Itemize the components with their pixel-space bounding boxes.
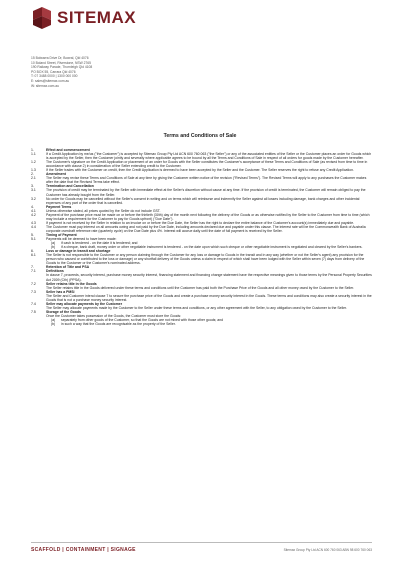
clause bbox=[31, 213, 372, 221]
clause-text: The Customer must pay interest on all amounts owing and not paid by the Due Date, including amounts declared due and payable under this clause. The interest rate will be the Commonwealth Bank of Australia corporate overdraft reference rate (quarterly cycle) on the Due Date plus 4%. Interest will accrue daily until the date of full payment is received by the Seller. bbox=[46, 224, 366, 233]
clause-text: Seller has a PMSI bbox=[46, 289, 75, 294]
clause-text: Unless otherwise stated, all prices quoted by the Seller do not include GST. bbox=[46, 208, 161, 213]
clause-text: Amendment bbox=[46, 172, 66, 177]
clause-text: The Seller is not responsible to the Customer or any person claiming through the Customer for any loss or damage to Goods in the transit and in any way (whether or not the Seller's agent) any provision for the person who caused or contributed to the loss or damage) or any shortfall delivery of the Goods unless a claim in respect of which shall have been lodged with the Seller within seven (7) days from delivery of the Goods to the Customer or the Customer's nominated address. bbox=[46, 253, 365, 266]
clause bbox=[31, 273, 372, 281]
clause bbox=[31, 152, 372, 160]
sub-clause bbox=[46, 322, 372, 326]
clause-text: Timing of Payment bbox=[46, 232, 77, 237]
footer-services: SCAFFOLD | CONTAINMENT | SIGNAGE bbox=[31, 547, 136, 553]
clause-number: 4. bbox=[31, 204, 34, 209]
clause-text: The Seller retains title in the Goods delivered under these terms and conditions until the Customer has paid both the Purchase Price of the Goods and all other money owed by the Customer to the Seller. bbox=[46, 285, 355, 290]
clause bbox=[31, 294, 372, 302]
address-line: T: 07 3488 0000 | 1300 000 000 bbox=[31, 74, 78, 79]
clause-number: 3.2 bbox=[31, 196, 36, 201]
sitemax-logo-icon bbox=[31, 7, 53, 29]
clause-number: 7.1 bbox=[31, 269, 36, 274]
clause bbox=[31, 160, 372, 168]
clause-text: If the Seller trades with the Customer on credit, then the Credit Application is deemed to have been accepted by the Seller and the Customer. The Seller reserves the right to refuse any Credit Application. bbox=[46, 168, 354, 173]
clause-number: 4.1 bbox=[31, 208, 36, 213]
clause-text: The Seller may revise these Terms and Conditions of Sale at any time by giving the Customer written notice of the revision ("Revised Terms"). The Revised Terms will apply to any purchases the Customer makes after the date that the Revised Terms take effect. bbox=[46, 176, 367, 185]
document-title: Terms and Conditions of Sale bbox=[163, 133, 237, 139]
clause-text: Retention of Title and PSA bbox=[46, 265, 90, 270]
clause bbox=[31, 237, 372, 249]
clause bbox=[31, 176, 372, 184]
clause-text: Effect and commencement bbox=[46, 148, 90, 152]
footer-divider bbox=[31, 542, 372, 543]
clause-number: 4.4 bbox=[31, 224, 36, 229]
clause-number: 2.1 bbox=[31, 176, 36, 181]
clause-number: 4.3 bbox=[31, 220, 36, 225]
clause-text: In clause 7, proceeds, security interest, purchase money security interest, financing statement and financing change statement have the respective meanings given to those terms by the Personal Property Securities Act 2009 (Cth) (PPSA). bbox=[46, 273, 372, 282]
clause-text: The provision of credit may be terminated by the Seller with immediate effect at the Seller's discretion without cause at any time. If the provision of credit is terminated, the Customer will remain obliged to pay the Customer has already bought from the Seller. bbox=[46, 188, 366, 197]
clause-text: Payments will be deemed to have been made: bbox=[46, 237, 117, 242]
sub-clause-text: if a cheque, bank draft, money order or other negotiable instrument is tendered - on the date upon which such cheque or other negotiable instrument is negotiated and cleared by the Seller's bankers. bbox=[61, 245, 363, 250]
clause-number: 1.3 bbox=[31, 168, 36, 173]
clause-number: 7.3 bbox=[31, 289, 36, 294]
clause-text: Payment of the purchase price must be made on or before the thirtieth (30th) day of the month next following the delivery of the Goods or as otherwise notified by the Seller to the Customer from time to time (which may include a requirement for the Customer to pay for Goods upfront) ("Due Date"). bbox=[46, 212, 370, 221]
address-line: E: sales@sitemax.com.au bbox=[31, 78, 70, 83]
clause bbox=[31, 188, 372, 196]
clause-text: The Seller and Customer intend clause 7 to secure the purchase price of the Goods and create a purchase money security interest in the Goods. These terms and conditions may also create a security interest in the Goods that is not a purchase money security interest. bbox=[46, 293, 372, 302]
clause-number: 1. bbox=[31, 148, 34, 152]
brand-logo bbox=[31, 7, 136, 29]
clause-number: 6.1 bbox=[31, 253, 36, 258]
clause-number: 7.5 bbox=[31, 309, 36, 314]
clause-number: 3. bbox=[31, 184, 34, 189]
clause-text: Seller may allocate payments by the Customer bbox=[46, 301, 123, 306]
clause-number: 1.1 bbox=[31, 152, 36, 157]
clause-number bbox=[31, 273, 46, 281]
clause-text: Loss or damage in transit and shortage bbox=[46, 249, 111, 254]
clause bbox=[31, 197, 372, 205]
sub-clause-label: (a) bbox=[51, 241, 56, 246]
clause-number: 4.2 bbox=[31, 212, 36, 217]
clause-number bbox=[31, 294, 46, 302]
sub-clause-label: (b) bbox=[51, 322, 56, 327]
company-address bbox=[31, 56, 92, 88]
clause-number: 3.1 bbox=[31, 188, 36, 193]
clause bbox=[31, 314, 372, 326]
clause-number: 2. bbox=[31, 172, 34, 177]
clause-text: Definitions bbox=[46, 269, 64, 274]
clause bbox=[31, 225, 372, 233]
clause-text: Once the Customer takes possession of the Goods, the Customer must store the Goods: bbox=[46, 313, 182, 318]
clause-number: 5.1 bbox=[31, 237, 36, 242]
address-line: 15 Bolwarra Drive Dr, Bowral, Qld 4076 bbox=[31, 56, 89, 60]
clause-number: 5. bbox=[31, 232, 34, 237]
clause-number: 7.4 bbox=[31, 301, 36, 306]
brand-name: SITEMAX bbox=[57, 8, 137, 27]
clause-text: Payment Terms bbox=[46, 204, 72, 209]
clause-text: Termination and Cancellation bbox=[46, 184, 94, 189]
clause-text: The Customer's signature on the Credit Application or placement of an order for Goods with the Seller constitutes the Customer's acceptance of these Terms and Conditions of Sale (as revised from time to time in accordance with clause 2) in consideration of the Seller extending credit to the Customer. bbox=[46, 160, 368, 169]
clause-text: No order for Goods may be cancelled without the Seller's consent in writing and on terms which will reimburse and indemnify the Seller against all losses including damage, bank charges and other incidental expenses of any part of the order that is cancelled. bbox=[46, 196, 360, 205]
footer-company: Sitemax Group Pty Ltd ACN 600 760 063 ABN 98 600 760 063 bbox=[283, 548, 372, 552]
clause-text: Seller retains title in the Goods bbox=[46, 281, 97, 286]
clause-text: If a Credit Application by me/us ("the Customer") is accepted by Sitemax Group Pty Ltd ACN 600 760 063 ("the Seller") or any of the associated entities of the Seller or the Customer places an order for Goods which is accepted by the Seller, then the Customer jointly and severally where applicable agrees to be bound by all the Terms and Conditions of Sale in respect of all orders for goods made by the Customer hereafter. bbox=[46, 152, 372, 161]
clause-number: 6. bbox=[31, 249, 34, 254]
address-line: 10 Boland Street, Riverstone, NSW 2765 bbox=[31, 60, 91, 65]
sub-clause-text: separately from other goods of the Customer, so that the Goods are not mixed with those other goods; and bbox=[61, 317, 224, 322]
clause-text: If payment is not received by the Seller in relation to an invoice on or before the Due Date, the Seller has the right to declare the entire balance of the Customer's account(s) immediately due and payable. bbox=[46, 220, 355, 225]
sub-clause-label: (b) bbox=[51, 245, 56, 250]
sub-clause-text: in such a way that the Goods are recognisable as the property of the Seller. bbox=[61, 322, 176, 327]
clause-number: 7. bbox=[31, 265, 34, 270]
clause-number: 7.2 bbox=[31, 281, 36, 286]
clause-text: The Seller may allocate payments made by the Customer to the Seller under these terms and conditions, or any other agreement with the Seller, to any obligation owed by the Customer to the Seller. bbox=[46, 305, 347, 310]
terms-body bbox=[31, 148, 372, 326]
clause-number: 1.2 bbox=[31, 160, 36, 165]
sub-clause-label: (a) bbox=[51, 317, 56, 322]
sub-clause-text: if cash is tendered - on the date it is tendered; and bbox=[61, 241, 138, 246]
address-line: PO BOX 55, Carrara Qld 4076 bbox=[31, 69, 76, 74]
address-line: 190 Railway Parade, Thornleigh Qld 4108 bbox=[31, 65, 93, 70]
address-line: W: sitemax.com.au bbox=[31, 83, 59, 88]
clause-text: Storage of the Goods bbox=[46, 309, 81, 314]
clause-number bbox=[31, 314, 46, 326]
clause bbox=[31, 253, 372, 265]
